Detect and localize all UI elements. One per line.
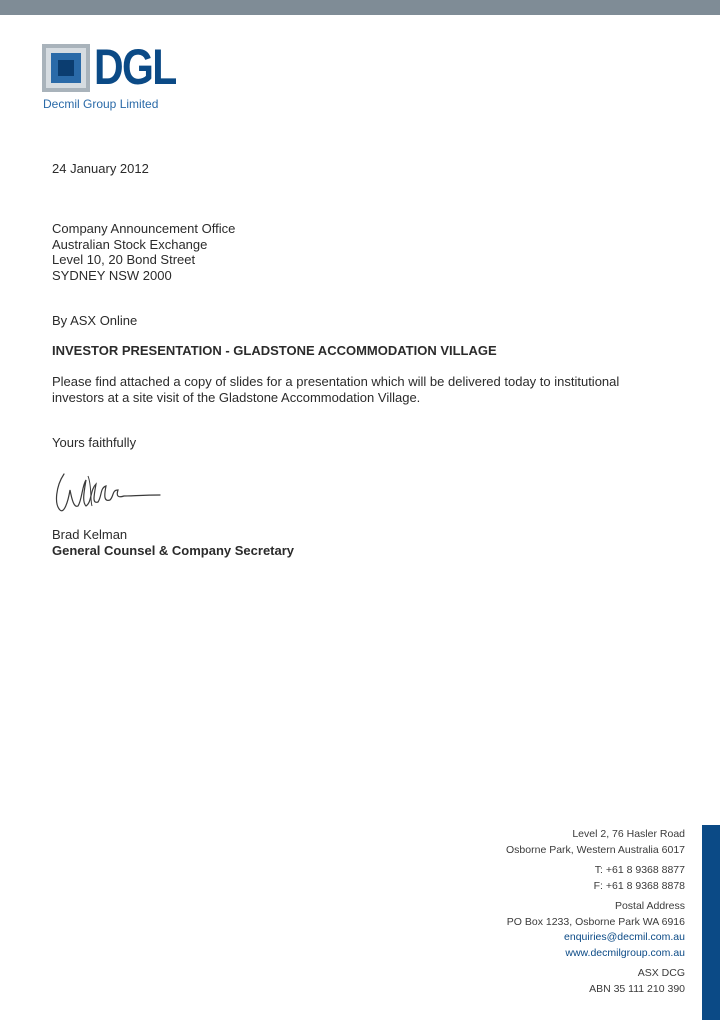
footer-abn: ABN 35 111 210 390 xyxy=(589,982,685,995)
footer-website-link[interactable]: www.decmilgroup.com.au xyxy=(565,946,685,959)
letter-subject: INVESTOR PRESENTATION - GLADSTONE ACCOMMODATION VILLAGE xyxy=(52,343,497,358)
company-footer xyxy=(506,827,685,997)
letter-date: 24 January 2012 xyxy=(52,161,149,176)
footer-asx-code: ASX DCG xyxy=(637,967,685,979)
recipient-line: SYDNEY NSW 2000 xyxy=(52,267,172,283)
logo-wordmark: DGL xyxy=(94,39,176,95)
company-name: Decmil Group Limited xyxy=(43,97,159,111)
footer-postal-heading: Postal Address xyxy=(614,900,685,912)
logo-square-icon xyxy=(42,44,90,92)
recipient-address xyxy=(52,221,235,283)
footer-address-line1: Level 2, 76 Hasler Road xyxy=(572,828,685,840)
footer-phone: T: +61 8 9368 8877 xyxy=(594,864,685,876)
footer-fax: F: +61 8 9368 8878 xyxy=(593,879,685,892)
side-color-bar xyxy=(702,825,720,1020)
recipient-line: Level 10, 20 Bond Street xyxy=(52,252,196,267)
delivery-method: By ASX Online xyxy=(52,313,138,328)
signer-name: Brad Kelman xyxy=(52,527,128,542)
handwritten-signature xyxy=(52,466,162,518)
letter-body: Please find attached a copy of slides for a presentation which will be delivered today to institutional investors at a site visit of the Gladstone Accommodation Village. xyxy=(52,374,620,405)
recipient-line: Australian Stock Exchange xyxy=(52,236,208,252)
top-color-bar xyxy=(0,0,720,15)
recipient-line: Company Announcement Office xyxy=(52,221,236,236)
footer-address-line2: Osborne Park, Western Australia 6017 xyxy=(506,843,685,856)
signer-block xyxy=(52,527,294,558)
signer-title: General Counsel & Company Secretary xyxy=(52,542,295,558)
company-logo xyxy=(42,39,182,116)
letter-closing: Yours faithfully xyxy=(52,435,137,450)
footer-postal-address: PO Box 1233, Osborne Park WA 6916 xyxy=(506,915,685,928)
footer-email-link[interactable]: enquiries@decmil.com.au xyxy=(564,931,685,943)
